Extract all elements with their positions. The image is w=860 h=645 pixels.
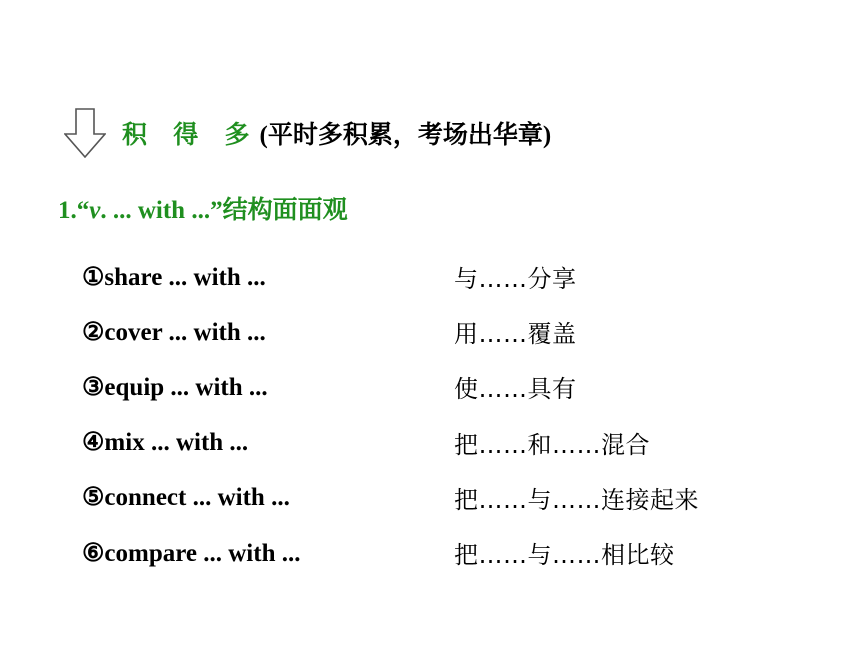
- phrase: [82, 427, 454, 457]
- list-item: [82, 470, 699, 525]
- list-item: [82, 525, 699, 580]
- phrase-text: connect ... with ...: [104, 484, 290, 512]
- list-item: [82, 249, 699, 304]
- phrase: [82, 372, 454, 402]
- header-text: [122, 115, 551, 151]
- list-item: [82, 415, 699, 470]
- list-item: [82, 359, 699, 414]
- header-description: (平时多积累，考场出华章): [259, 122, 552, 149]
- circled-number: ②: [82, 318, 105, 346]
- phrase: [82, 538, 454, 568]
- meaning: 使……具有: [454, 375, 577, 404]
- phrase-text: mix ... with ...: [104, 429, 249, 457]
- phrase-text: cover ... with ...: [104, 318, 266, 346]
- phrase-text: compare ... with ...: [104, 539, 301, 567]
- circled-number: ③: [82, 373, 105, 401]
- section-header: [64, 107, 551, 159]
- header-highlight: 积 得 多: [122, 122, 260, 149]
- section-number: 1.: [58, 197, 77, 224]
- circled-number: ⑥: [82, 539, 105, 567]
- phrase: [82, 482, 454, 512]
- list-item: [82, 304, 699, 359]
- phrase-text: equip ... with ...: [104, 373, 268, 401]
- pattern-text: . ... with ...: [100, 197, 211, 224]
- phrase: [82, 262, 454, 292]
- title-tail: 结构面面观: [222, 197, 348, 224]
- phrase-list: [82, 249, 699, 580]
- meaning: 与……分享: [454, 265, 577, 294]
- meaning: 把……与……相比较: [454, 541, 675, 570]
- open-quote: “: [76, 197, 90, 224]
- section-title: [58, 190, 348, 226]
- circled-number: ④: [82, 429, 105, 457]
- circled-number: ⑤: [82, 484, 105, 512]
- meaning: 把……和……混合: [454, 430, 650, 459]
- circled-number: ①: [82, 263, 105, 291]
- arrow-down-icon: [64, 108, 106, 158]
- meaning: 用……覆盖: [454, 320, 577, 349]
- phrase: [82, 317, 454, 347]
- phrase-text: share ... with ...: [104, 263, 266, 291]
- italic-v: v: [89, 197, 101, 224]
- meaning: 把……与……连接起来: [454, 485, 699, 514]
- close-quote: ”: [210, 197, 223, 224]
